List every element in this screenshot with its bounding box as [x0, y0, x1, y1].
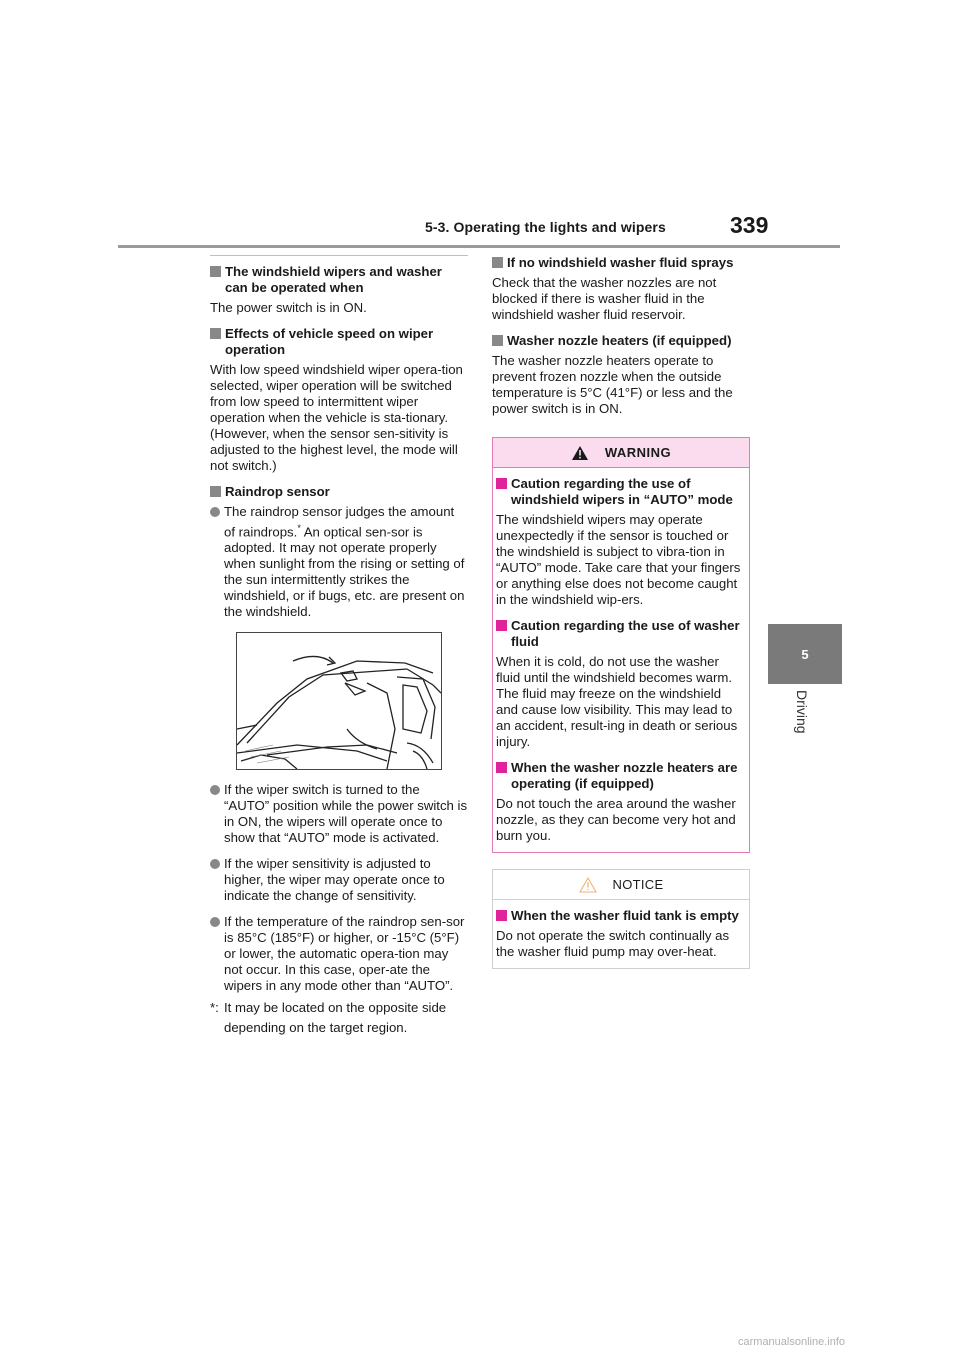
warning-title: WARNING: [604, 444, 672, 460]
circle-bullet-icon: [210, 917, 220, 927]
footnote: *: It may be located on the opposite side depending on the target region.: [210, 1000, 447, 1036]
warning-heading: When the washer nozzle heaters are operating (if equipped): [496, 760, 746, 792]
notice-body: [493, 900, 749, 968]
paragraph: The washer nozzle heaters operate to prevent frozen nozzle when the outside temperature is 5°C (41°F) or less and the power switch is in ON.: [492, 353, 733, 416]
paragraph: The windshield wipers may operate unexpectedly if the sensor is touched or the windshield is subject to vibra-tion in “AUTO” mode. Take care that your fingers or anything else does not become caught in the windshield wip-ers.: [496, 512, 741, 607]
notice-title: NOTICE: [612, 876, 664, 892]
section-heading: The windshield wipers and washer can be operated when: [210, 264, 468, 296]
paragraph: When it is cold, do not use the washer fluid until the windshield becomes warm. The fluid may freeze on the windshield and cause low visibility. This may lead to an accident, result-ing in death or serious injury.: [496, 654, 738, 749]
bullet-item: The raindrop sensor judges the amount of raindrops.* An optical sen-sor is adopted. It may not operate properly when sunlight from the rising or setting of the sun intermittently strikes the windshield, or if bugs, etc. are present on the windshield.: [210, 504, 468, 620]
square-bullet-icon: [492, 335, 503, 346]
notice-heading: When the washer fluid tank is empty: [496, 908, 746, 924]
bullet-item: If the wiper switch is turned to the “AUTO” position while the power switch is in ON, the wipers will operate once to show that “AUTO” mode is activated.: [210, 782, 468, 846]
warning-box: [492, 437, 750, 853]
section-heading: Washer nozzle heaters (if equipped): [492, 333, 750, 349]
circle-bullet-icon: [210, 507, 220, 517]
paragraph: The power switch is in ON.: [210, 300, 367, 315]
square-bullet-icon: [210, 486, 221, 497]
caution-triangle-icon: [579, 877, 597, 893]
section-heading: Raindrop sensor: [210, 484, 468, 500]
warning-header: [493, 438, 749, 468]
header-divider: [118, 245, 840, 248]
paragraph: With low speed windshield wiper opera-tion selected, wiper operation will be switched from low speed to intermittent wiper operation when the vehicle is sta-tionary. (However, when the sensor sen-sitivity is adjusted to the highest level, the mode will not switch.): [210, 362, 463, 473]
header-section-title: 5-3. Operating the lights and wipers: [425, 219, 666, 235]
warning-heading: Caution regarding the use of windshield wipers in “AUTO” mode: [496, 476, 746, 508]
circle-bullet-icon: [210, 785, 220, 795]
warning-heading: Caution regarding the use of washer fluid: [496, 618, 746, 650]
section-heading: Effects of vehicle speed on wiper operation: [210, 326, 468, 358]
chapter-number: 5: [801, 646, 809, 662]
square-bullet-icon: [496, 910, 507, 921]
chapter-tab: [768, 624, 842, 684]
section-heading: If no windshield washer fluid sprays: [492, 255, 750, 271]
paragraph: Do not operate the switch continually as the washer fluid pump may over-heat.: [496, 928, 730, 959]
windshield-sensor-illustration: [236, 632, 442, 770]
right-column: [492, 255, 750, 969]
square-bullet-icon: [496, 762, 507, 773]
bullet-item: If the temperature of the raindrop sen-sor is 85°C (185°F) or higher, or -15°C (5°F) or lower, the automatic opera-tion may not occur. In this case, oper-ate the wipers in any mode other than “AUTO”.: [210, 914, 468, 994]
warning-body: [493, 468, 749, 852]
warning-triangle-icon: [571, 445, 589, 461]
notice-box: [492, 869, 750, 969]
paragraph: Do not touch the area around the washer nozzle, as they can become very hot and burn you.: [496, 796, 736, 843]
square-bullet-icon: [496, 620, 507, 631]
notice-header: [493, 870, 749, 900]
circle-bullet-icon: [210, 859, 220, 869]
paragraph: Check that the washer nozzles are not blocked if there is washer fluid in the windshield washer fluid reservoir.: [492, 275, 717, 322]
chapter-label: Driving: [794, 690, 810, 734]
square-bullet-icon: [496, 478, 507, 489]
square-bullet-icon: [210, 266, 221, 277]
page-number: 339: [730, 212, 769, 238]
watermark: carmanualsonline.info: [738, 1336, 846, 1348]
bullet-item: If the wiper sensitivity is adjusted to higher, the wiper may operate once to indicate the change of sensitivity.: [210, 856, 468, 904]
square-bullet-icon: [492, 257, 503, 268]
left-column: [210, 255, 468, 1038]
car-illustration-icon: [237, 633, 441, 769]
square-bullet-icon: [210, 328, 221, 339]
